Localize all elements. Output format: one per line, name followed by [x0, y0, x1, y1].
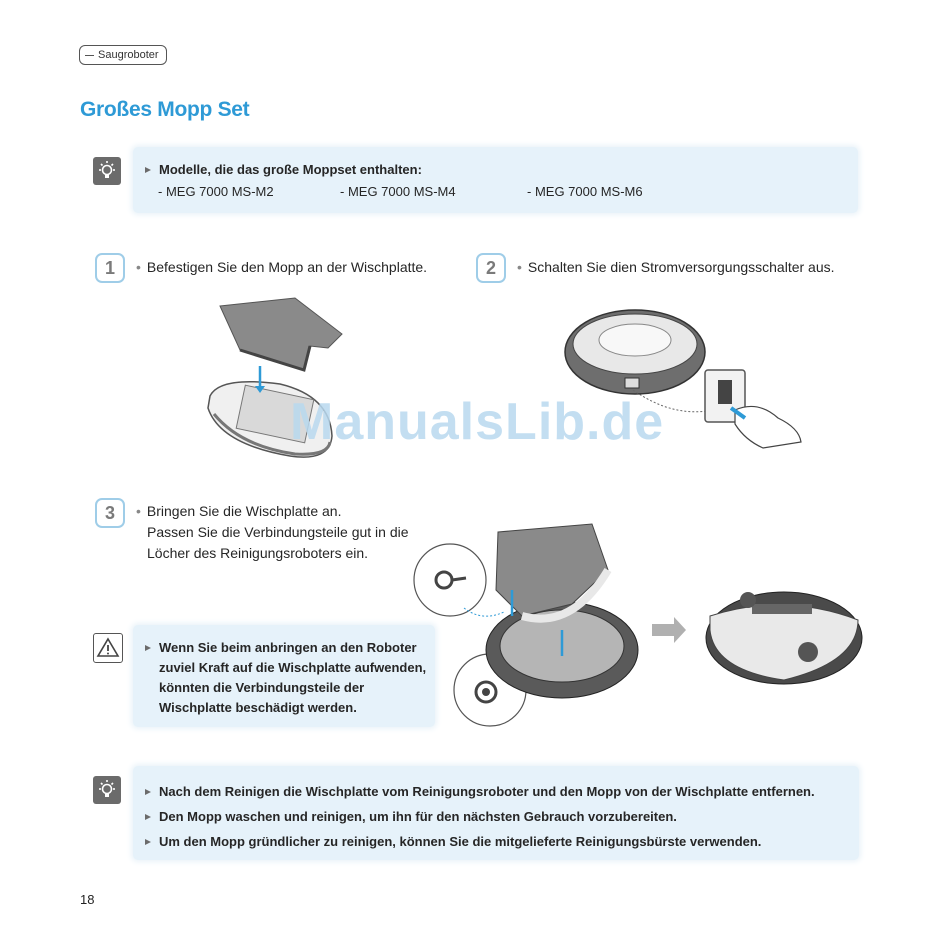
mount-plate-illustration: [412, 520, 872, 750]
lightbulb-icon: [93, 157, 121, 185]
models-box: [133, 147, 858, 213]
list-item: Den Mopp waschen und reinigen, um ihn für den nächsten Gebrauch vorzubereiten.: [145, 804, 815, 829]
tips-list: [145, 779, 815, 854]
step-number: 3: [95, 498, 125, 528]
step-text: • Befestigen Sie den Mopp an der Wischplatte.: [136, 259, 428, 275]
list-item: Um den Mopp gründlicher zu reinigen, können Sie die mitgelieferte Reinigungsbürste verwenden.: [145, 829, 815, 854]
step-text: • Schalten Sie dien Stromversorgungsschalter aus.: [517, 259, 835, 275]
list-item: Nach dem Reinigen die Wischplatte vom Reinigungsroboter und den Mopp von der Wischplatte entfernen.: [145, 779, 815, 804]
watermark: ManualsLib.de: [290, 393, 665, 451]
step-text: • Bringen Sie die Wischplatte an. Passen Sie die Verbindungsteile gut in die Löcher des Reinigungsroboters ein.: [136, 503, 409, 561]
step-number: 2: [476, 253, 506, 283]
model-item: - MEG 7000 MS-M4: [340, 184, 456, 199]
triangle-bullet-icon: [145, 167, 151, 173]
section-tag: [79, 45, 167, 65]
triangle-bullet-icon: [145, 789, 151, 795]
triangle-bullet-icon: [145, 839, 151, 845]
warning-triangle-icon: [93, 633, 123, 663]
lightbulb-icon: [93, 776, 121, 804]
triangle-bullet-icon: [145, 814, 151, 820]
step-number: 1: [95, 253, 125, 283]
model-item: - MEG 7000 MS-M2: [158, 184, 274, 199]
page-title: Großes Mopp Set: [80, 98, 250, 121]
triangle-bullet-icon: [145, 645, 151, 651]
page-number: 18: [80, 892, 95, 907]
warning-text: Wenn Sie beim anbringen an den Roboter zuviel Kraft auf die Wischplatte aufwenden, könnten die Verbindungsteile der Wischplatte beschädigt werden.: [145, 638, 426, 718]
models-heading: Modelle, die das große Moppset enthalten:: [145, 160, 422, 180]
model-item: - MEG 7000 MS-M6: [527, 184, 643, 199]
section-tag-label: Saugroboter: [98, 49, 159, 61]
